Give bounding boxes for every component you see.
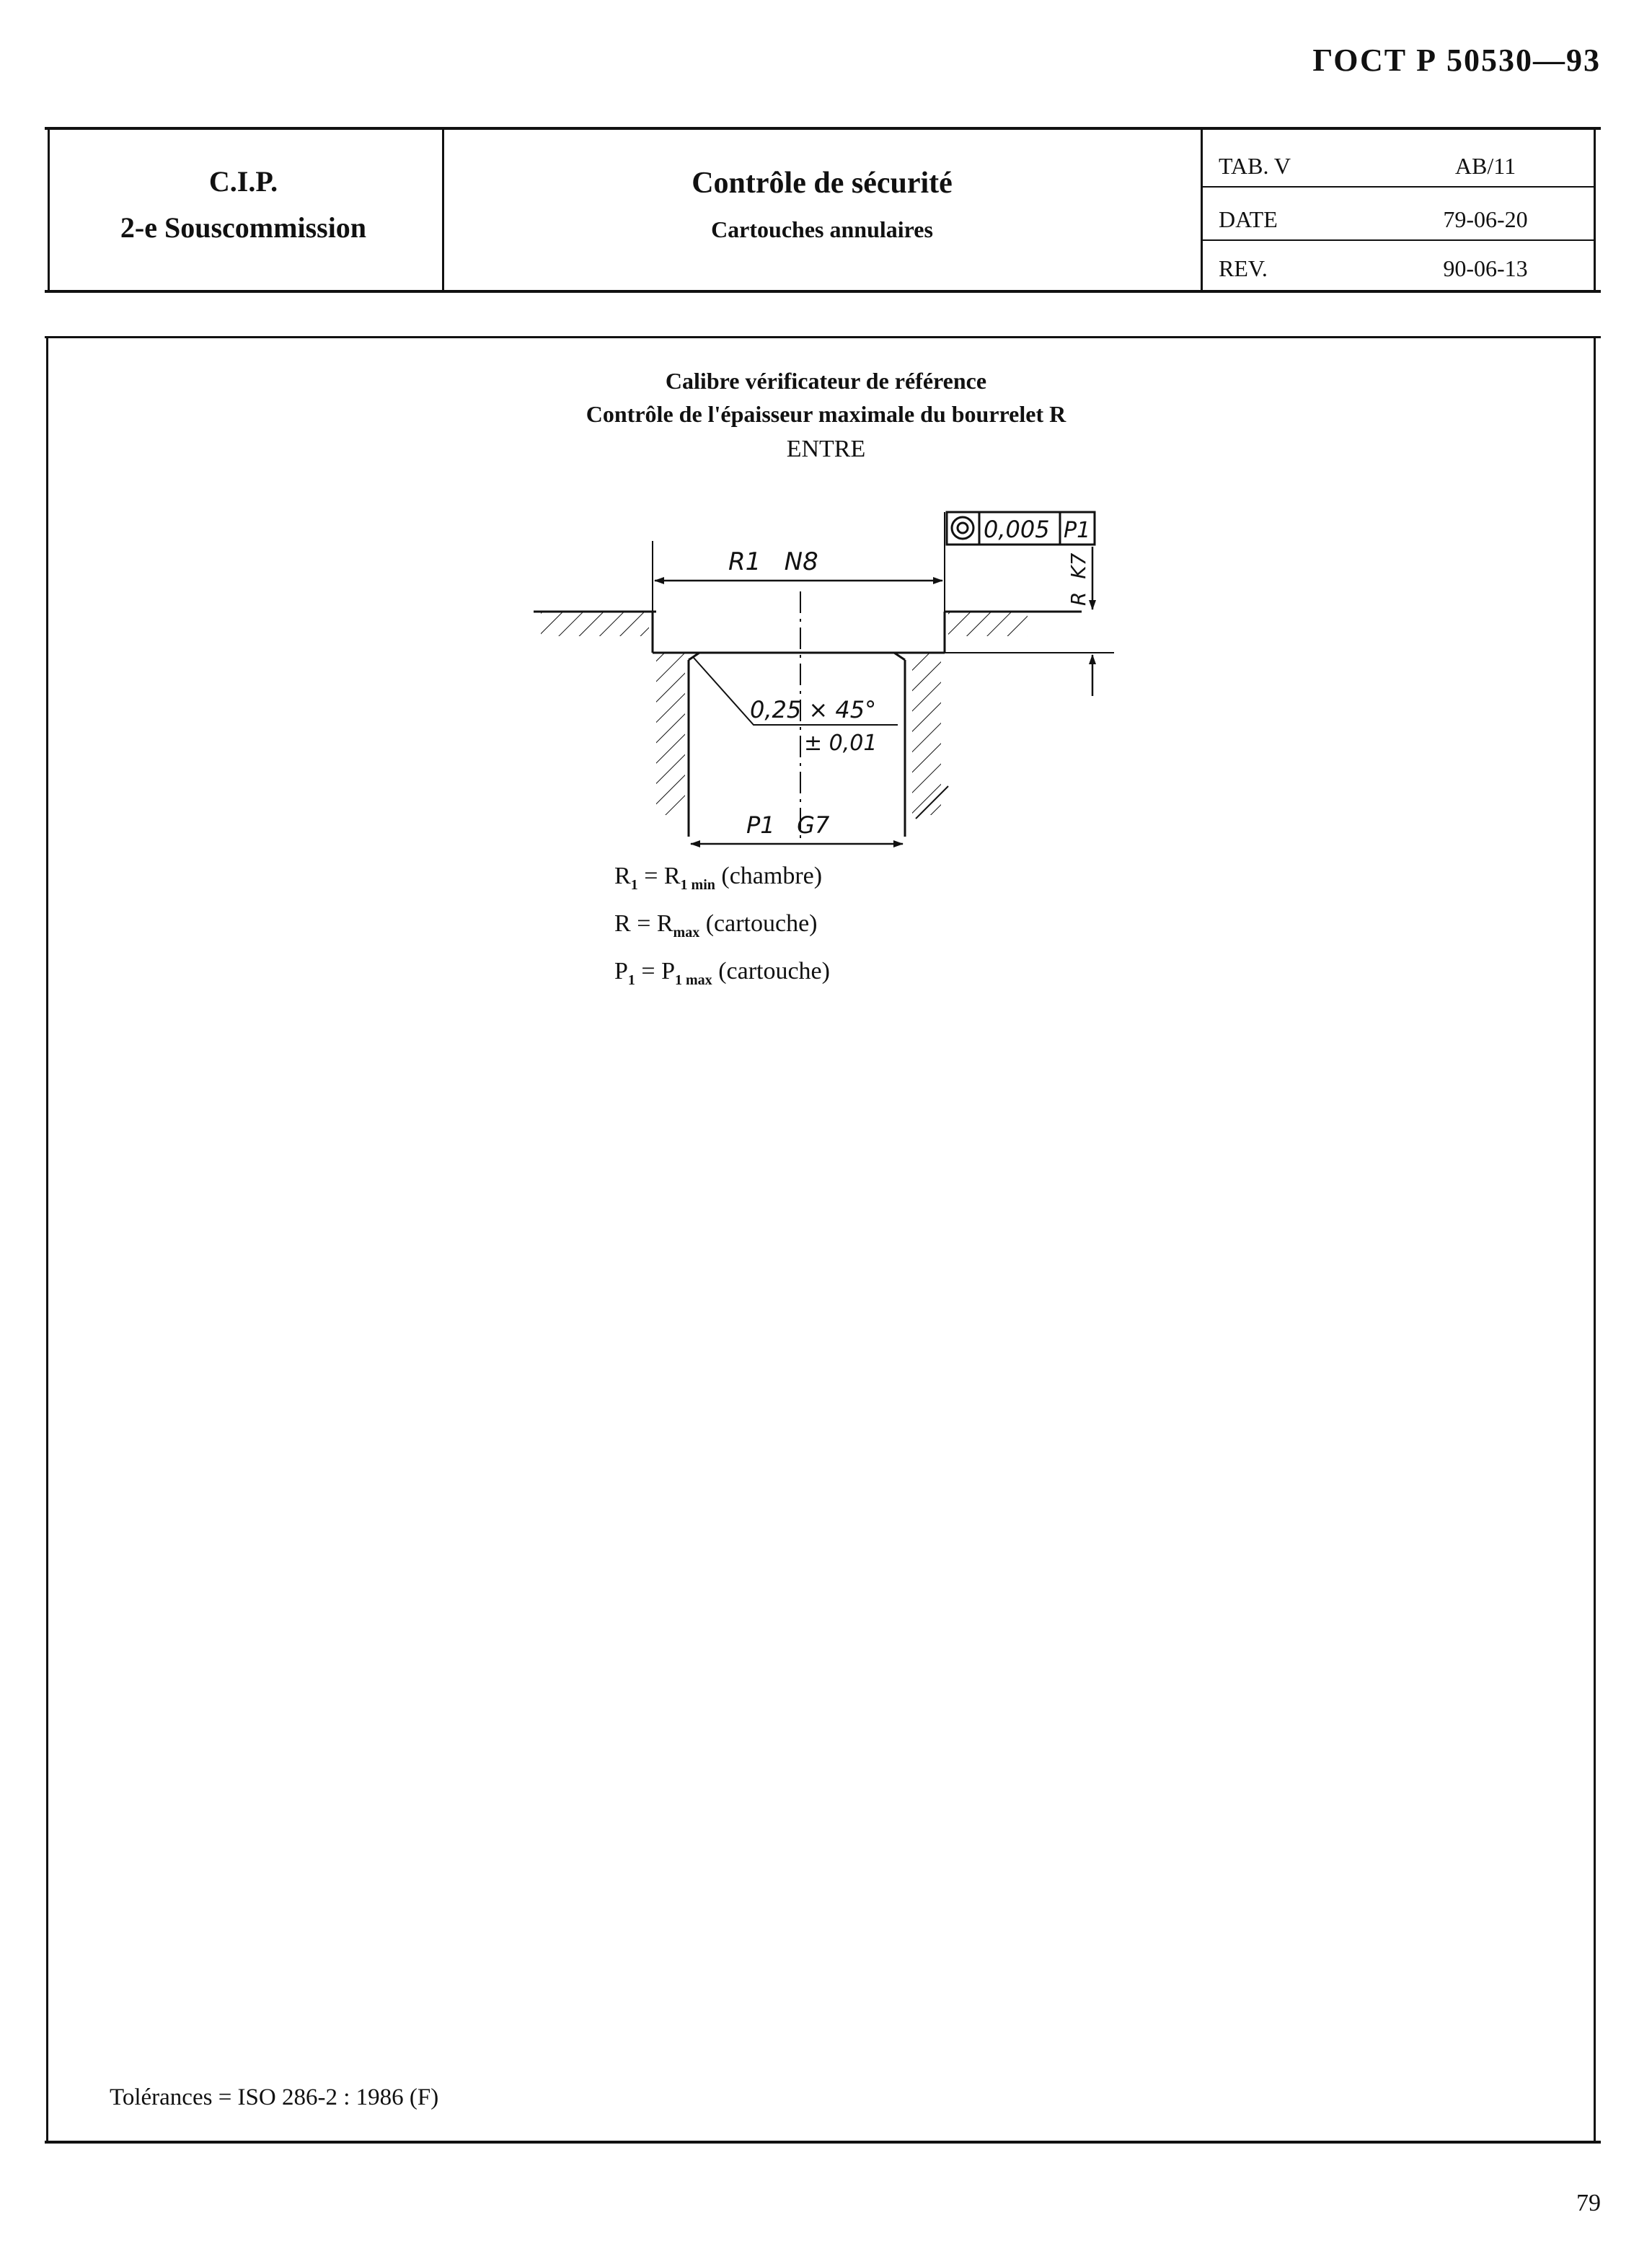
note-p1: $P_1 = P_{1 max}$ (cartouche) bbox=[614, 958, 830, 988]
tolerance-frame bbox=[947, 512, 1095, 545]
dimension-r-label: R K7 bbox=[1066, 552, 1090, 606]
meta-value-tab: AB/11 bbox=[1454, 153, 1516, 179]
gauge-purpose: Contrôle de l'épaisseur maximale du bourrelet R bbox=[586, 401, 1066, 427]
chamfer-label: 0,25 × 45° bbox=[750, 696, 877, 723]
dimension-r1-label: R1 N8 bbox=[728, 547, 818, 576]
meta-value-date: 79-06-20 bbox=[1443, 206, 1528, 232]
chamfer-tolerance: ± 0,01 bbox=[804, 731, 878, 756]
concentricity-icon bbox=[952, 517, 973, 539]
tolerances-note: Tolérances = ISO 286-2 : 1986 (F) bbox=[110, 2084, 439, 2110]
meta-value-rev: 90-06-13 bbox=[1443, 255, 1528, 281]
dimension-p1 bbox=[691, 811, 903, 844]
gauge-drawing bbox=[534, 498, 1132, 873]
note-r: $R = R_{max}$ (cartouche) bbox=[614, 910, 818, 941]
organization-name: C.I.P. bbox=[208, 165, 278, 198]
dimension-r1 bbox=[653, 512, 945, 612]
gauge-type: ENTRE bbox=[786, 436, 866, 462]
meta-label-rev: REV. bbox=[1219, 255, 1268, 281]
note-r1: $R_1 = R_{1 min}$ (chambre) bbox=[614, 863, 823, 893]
dimension-p1-label: P1 G7 bbox=[746, 811, 830, 839]
standard-number: ГОСТ Р 50530—93 bbox=[1312, 43, 1601, 78]
page-number: 79 bbox=[1576, 2190, 1601, 2216]
subcommission-name: 2-e Souscommission bbox=[120, 211, 367, 244]
tolerance-datum: P1 bbox=[1064, 518, 1091, 543]
meta-label-date: DATE bbox=[1219, 206, 1278, 232]
chamfer-callout bbox=[694, 658, 898, 756]
meta-label-tab: TAB. V bbox=[1219, 153, 1291, 179]
tolerance-value: 0,005 bbox=[984, 516, 1050, 543]
document-subtitle: Cartouches annulaires bbox=[711, 216, 933, 242]
document-title: Contrôle de sécurité bbox=[692, 167, 953, 200]
gauge-heading: Calibre vérificateur de référence bbox=[665, 368, 987, 394]
